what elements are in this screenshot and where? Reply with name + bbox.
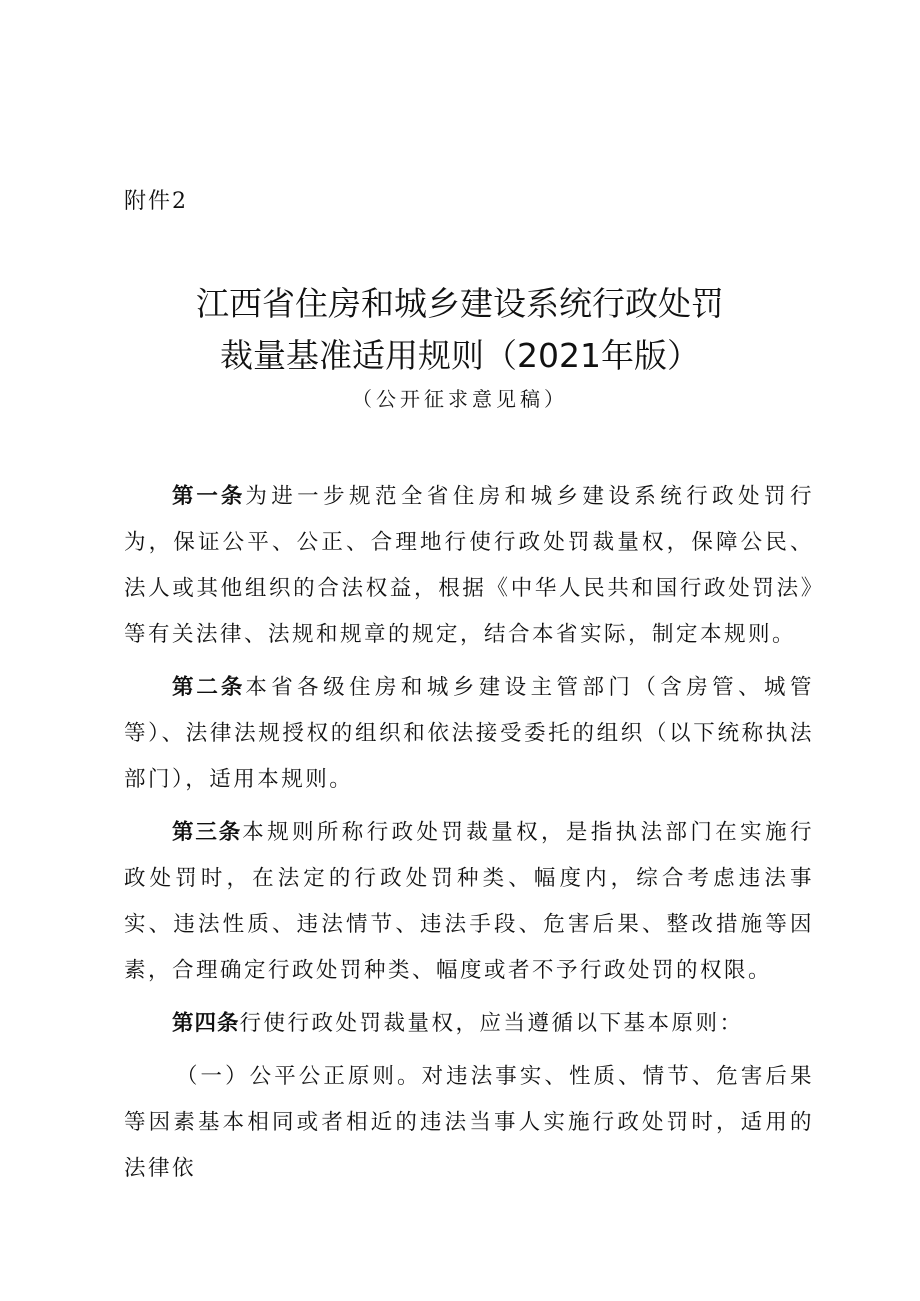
article-text: 行使行政处罚裁量权，应当遵循以下基本原则： (239, 1011, 744, 1036)
attachment-label: 附件2 (124, 189, 188, 214)
article-label: 第二条 (172, 675, 246, 700)
principle-item-1: （一）公平公正原则。对违法事实、性质、情节、危害后果等因素基本相同或者相近的违法当事人实施行政处罚时，适用的法律依 (124, 1064, 814, 1181)
article-1 (124, 474, 814, 658)
article-text: 本省各级住房和城乡建设主管部门（含房管、城管等）、法律法规授权的组织和依法接受委托的组织（以下统称执法部门），适用本规则。 (124, 675, 814, 792)
article-label: 第四条 (172, 1011, 240, 1036)
document-title-line-2: 裁量基准适用规则（2021年版） (220, 336, 700, 375)
article-label: 第一条 (172, 484, 246, 509)
article-4 (124, 1001, 814, 1047)
article-3 (124, 810, 814, 994)
document-title-line-1: 江西省住房和城乡建设系统行政处罚 (196, 284, 724, 323)
article-text: 本规则所称行政处罚裁量权，是指执法部门在实施行政处罚时，在法定的行政处罚种类、幅度内，综合考虑违法事实、违法性质、违法情节、违法手段、危害后果、整改措施等因素，合理确定行政处罚种类、幅度或者不予行政处罚的权限。 (124, 820, 814, 983)
article-2 (124, 665, 814, 803)
article-text: 为进一步规范全省住房和城乡建设系统行政处罚行为，保证公平、公正、合理地行使行政处罚裁量权，保障公民、法人或其他组织的合法权益，根据《中华人民共和国行政处罚法》等有关法律、法规和规章的规定，结合本省实际，制定本规则。 (124, 484, 814, 647)
document-subtitle: （公开征求意见稿） (352, 387, 568, 411)
document-body (124, 474, 814, 1192)
article-label: 第三条 (172, 820, 243, 845)
